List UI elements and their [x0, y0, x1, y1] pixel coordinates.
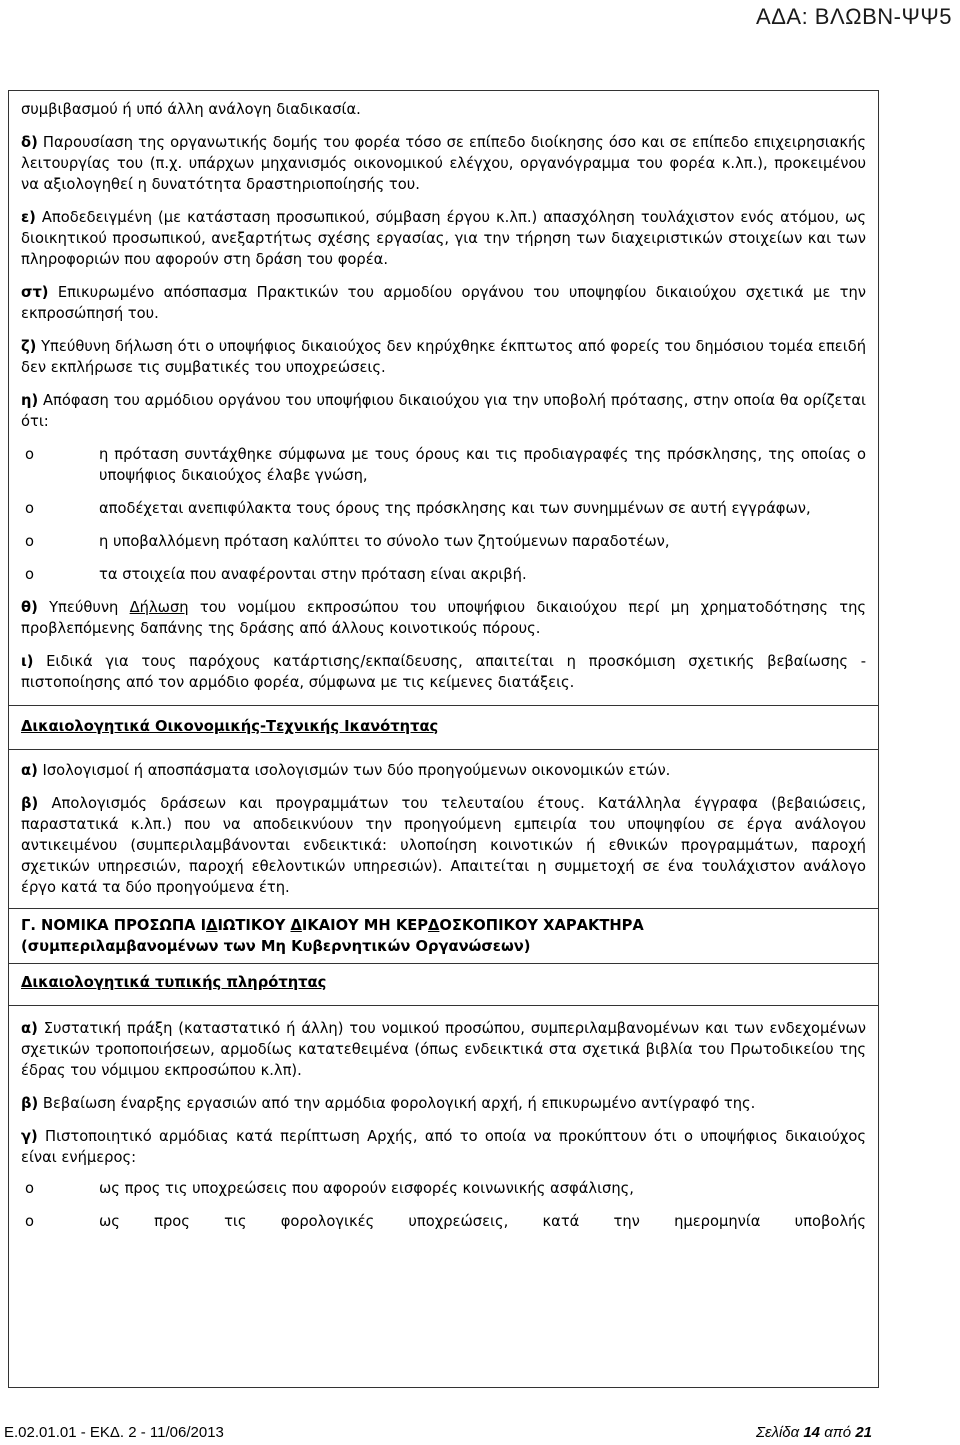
paragraph-b: β) Βεβαίωση έναρξης εργασιών από την αρμόδια φορολογική αρχή, ή επικυρωμένο αντίγραφό της. — [21, 1095, 756, 1112]
section-heading-legal-entities — [9, 908, 878, 963]
paragraph-e: ε) Αποδεδειγμένη (με κατάσταση προσωπικού, σύμβαση έργου κ.λπ.) απασχόληση τουλάχιστον ενός ατόμου, ως διοικητικού προσωπικού, ανεξαρτήτως σχέσης εργασίας, για την τήρηση των διαχειριστικών στοιχείων και των πληροφοριών που αφορούν στη δράση του φορέα. — [21, 209, 866, 268]
paragraph-th: θ) Υπεύθυνη Δήλωση του νομίμου εκπροσώπου του υποψήφιου δικαιούχου περί μη χρηματοδότησης της προβλεπόμενης δαπάνης της δράσης από άλλους κοινοτικούς πόρους. — [21, 599, 866, 637]
list-item: o τα στοιχεία που αναφέρονται στην πρόταση είναι ακριβή. — [21, 564, 866, 585]
paragraph-d: δ) Παρουσίαση της οργανωτικής δομής του φορέα τόσο σε επίπεδο διοίκησης όσο και σε επίπεδο επιχειρησιακής λειτουργίας του (π.χ. υπάρχων μηχανισμός οικονομικού ελέγχου, οργανόγραμμα του φορέα κ.λπ.), προκειμένου να αξιολογηθεί η δυνατότητα δραστηριοποίησής του. — [21, 134, 866, 193]
section-heading-formal — [9, 963, 878, 1005]
heading-formal-completeness: Δικαιολογητικά τυπικής πληρότητας — [21, 974, 327, 991]
bullet-icon: o — [25, 533, 34, 550]
list-item: o η πρόταση συντάχθηκε σύμφωνα με τους όρους και τις προδιαγραφές της πρόσκλησης, της οποίας ο υποψήφιος δικαιούχος έλαβε γνώση, — [21, 444, 866, 486]
list-item: o ως προς τις υποχρεώσεις που αφορούν εισφορές κοινωνικής ασφάλισης, — [21, 1178, 866, 1199]
paragraph-a: α) Ισολογισμοί ή αποσπάσματα ισολογισμών των δύο προηγούμενων οικονομικών ετών. — [21, 762, 671, 779]
section-heading-financial — [9, 705, 878, 749]
paragraph-st: στ) Επικυρωμένο απόσπασμα Πρακτικών του αρμοδίου οργάνου του υποψηφίου δικαιούχου σχετικά με την εκπροσώπησή του. — [21, 284, 866, 322]
heading-financial-capacity: Δικαιολογητικά Οικονομικής-Τεχνικής Ικανότητας — [21, 718, 439, 735]
section-supporting-documents — [9, 91, 878, 705]
bullet-icon: o — [25, 1213, 34, 1230]
bullet-icon: o — [25, 500, 34, 517]
list-item: o η υποβαλλόμενη πρόταση καλύπτει το σύνολο των ζητούμενων παραδοτέων, — [21, 531, 866, 552]
paragraph-b: β) Απολογισμός δράσεων και προγραμμάτων του τελευταίου έτους. Κατάλληλα έγγραφα (βεβαιώσεις, παραστατικά κ.λπ.) που να αποδεικνύουν την προηγούμενη εμπειρία του υποψηφίου σε έργα ανάλογου αντικειμένου (συμπεριλαμβάνονται ενδεικτικά: υλοποίηση κοινοτικών ή εθνικών προγραμμάτων, παροχή σχετικών υπηρεσιών, παροχή εθελοντικών υπηρεσιών). Απαιτείται η συμμετοχή σε ένα τουλάχιστον ανάλογο έργο κατά τα δύο προηγούμενα έτη. — [21, 795, 866, 896]
list-item: o αποδέχεται ανεπιφύλακτα τους όρους της πρόσκλησης και των συνημμένων σε αυτή εγγράφων, — [21, 498, 866, 519]
list-item: o ως προς τις φορολογικές υποχρεώσεις, κατά την ημερομηνία υποβολής — [21, 1211, 866, 1232]
paragraph-a: α) Συστατική πράξη (καταστατικό ή άλλη) του νομικού προσώπου, συμπεριλαμβανομένων και των ενδεχομένων σχετικών τροποποιήσεων, αρμοδίως κατατεθειμένα (όπως ενδεικτικά στα σχετικά βιβλία του Πρωτοδικείου της έδρας του νόμιμου εκπροσώπου κ.λπ). — [21, 1020, 866, 1079]
footer-page-number: Σελίδα 14 από 21 — [755, 1424, 872, 1441]
paragraph-g: γ) Πιστοποιητικό αρμόδιας κατά περίπτωση Αρχής, από το οποία να προκύπτουν ότι ο υποψήφιος δικαιούχος είναι ενήμερος: — [21, 1128, 866, 1166]
paragraph-continuation: συμβιβασμού ή υπό άλλη ανάλογη διαδικασία. — [21, 101, 361, 118]
document-frame — [8, 90, 879, 1388]
paragraph-z: ζ) Υπεύθυνη δήλωση ότι ο υποψήφιος δικαιούχος δεν κηρύχθηκε έκπτωτος από φορείς του δημόσιου τομέα επειδή δεν εκπλήρωσε τις συμβατικές του υποχρεώσεις. — [21, 338, 866, 376]
footer-doc-code: Ε.02.01.01 - ΕΚΔ. 2 - 11/06/2013 — [4, 1424, 224, 1441]
section-financial-docs — [9, 749, 878, 908]
bullet-icon: o — [25, 1180, 34, 1197]
paragraph-iota: ι) Ειδικά για τους παρόχους κατάρτισης/εκπαίδευσης, απαιτείται η προσκόμιση σχετικής βεβαίωσης - πιστοποίησης από τον αρμόδιο φορέα, σύμφωνα με τις κείμενες διατάξεις. — [21, 653, 866, 691]
section-formal-docs — [9, 1005, 878, 1242]
bullet-icon: o — [25, 566, 34, 583]
ada-code: ΑΔΑ: ΒΛΩΒΝ-ΨΨ5 — [756, 4, 952, 29]
paragraph-i: η) Απόφαση του αρμόδιου οργάνου του υποψήφιου δικαιούχου για την υποβολή πρότασης, στην οποία θα ορίζεται ότι: — [21, 392, 866, 430]
heading-legal-entities-sub: (συμπεριλαμβανομένων των Μη Κυβερνητικών Οργανώσεων) — [21, 938, 531, 955]
heading-legal-entities: Γ. ΝΟΜΙΚΑ ΠΡΟΣΩΠΑ ΙΔΙΩΤΙΚΟΥ ΔΙΚΑΙΟΥ ΜΗ ΚΕΡΔΟΣΚΟΠΙΚΟΥ ΧΑΡΑΚΤΗΡΑ — [21, 917, 644, 934]
bullet-icon: o — [25, 446, 34, 463]
